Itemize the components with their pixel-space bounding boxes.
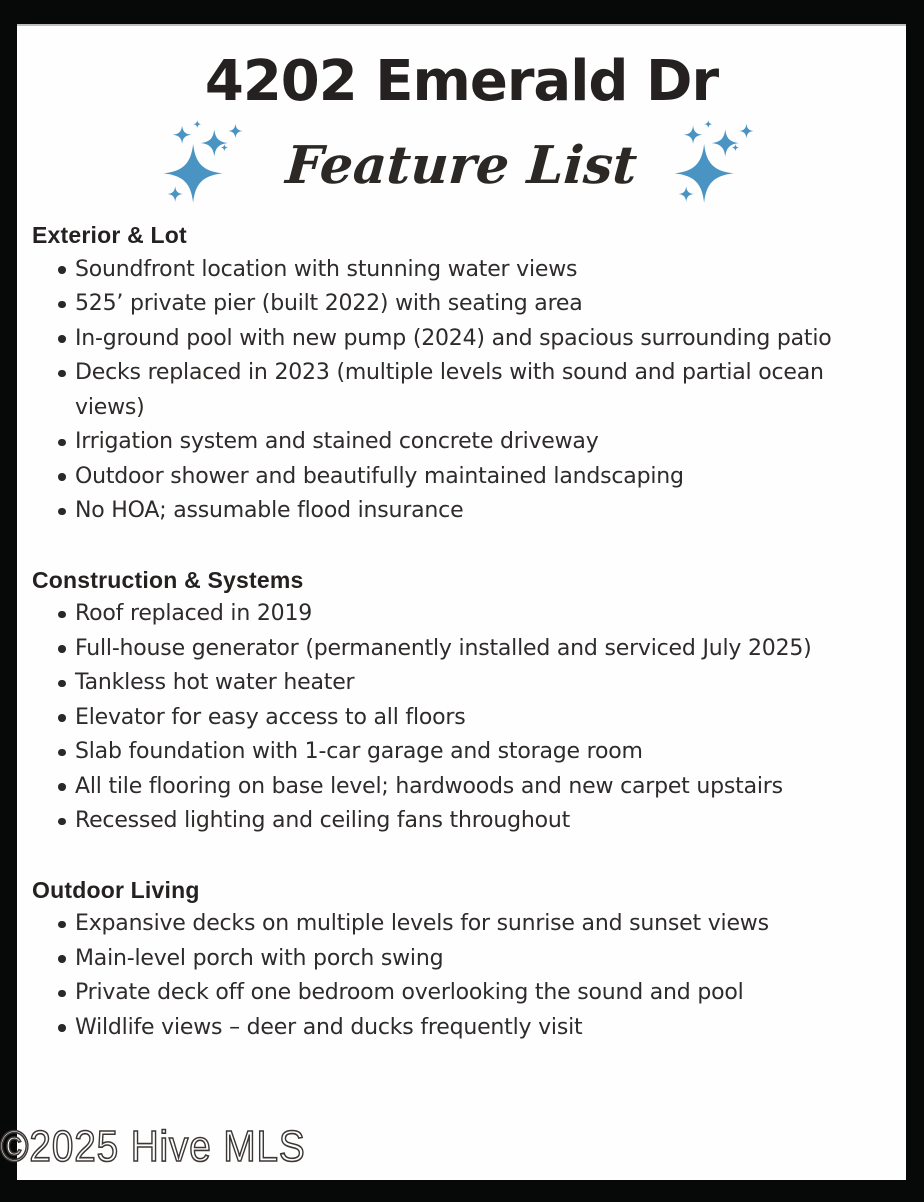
feature-item: Slab foundation with 1-car garage and storage room (75, 735, 863, 770)
feature-item: Recessed lighting and ceiling fans throughout (75, 804, 863, 839)
feature-item: In-ground pool with new pump (2024) and spacious surrounding patio (75, 322, 863, 357)
feature-section (32, 563, 891, 839)
page-title: 4202 Emerald Dr (204, 49, 719, 114)
feature-item: All tile flooring on base level; hardwoods and new carpet upstairs (75, 770, 863, 805)
feature-item: No HOA; assumable flood insurance (75, 494, 863, 529)
feature-item: Irrigation system and stained concrete driveway (75, 425, 863, 460)
feature-item: Full-house generator (permanently installed and serviced July 2025) (75, 632, 863, 667)
section-heading: Exterior & Lot (32, 222, 187, 248)
subtitle-row (32, 116, 891, 216)
feature-list (32, 253, 891, 529)
sparkle-cluster-icon (671, 118, 763, 214)
feature-item: Decks replaced in 2023 (multiple levels with sound and partial ocean views) (75, 356, 863, 425)
feature-item: Elevator for easy access to all floors (75, 701, 863, 736)
feature-item: Main-level porch with porch swing (75, 942, 863, 977)
feature-section (32, 873, 891, 1046)
mls-watermark: ©2025 Hive MLS (0, 1122, 306, 1171)
section-heading: Outdoor Living (32, 876, 200, 903)
feature-item: Tankless hot water heater (75, 666, 863, 701)
feature-section (32, 218, 891, 529)
feature-item: 525’ private pier (built 2022) with seating area (75, 287, 863, 322)
feature-item: Soundfront location with stunning water views (75, 253, 863, 288)
feature-item: Outdoor shower and beautifully maintained landscaping (75, 460, 863, 495)
feature-item: Roof replaced in 2019 (75, 597, 863, 632)
feature-sections (32, 218, 891, 1045)
feature-list (32, 597, 891, 839)
section-heading: Construction & Systems (32, 566, 304, 593)
feature-item: Private deck off one bedroom overlooking the sound and pool (75, 976, 863, 1011)
sparkle-cluster-icon (160, 118, 252, 214)
feature-list (32, 907, 891, 1045)
subtitle: Feature List (283, 135, 640, 196)
feature-item: Expansive decks on multiple levels for sunrise and sunset views (75, 907, 863, 942)
document-page (17, 24, 906, 1180)
feature-item: Wildlife views – deer and ducks frequently visit (75, 1011, 863, 1046)
